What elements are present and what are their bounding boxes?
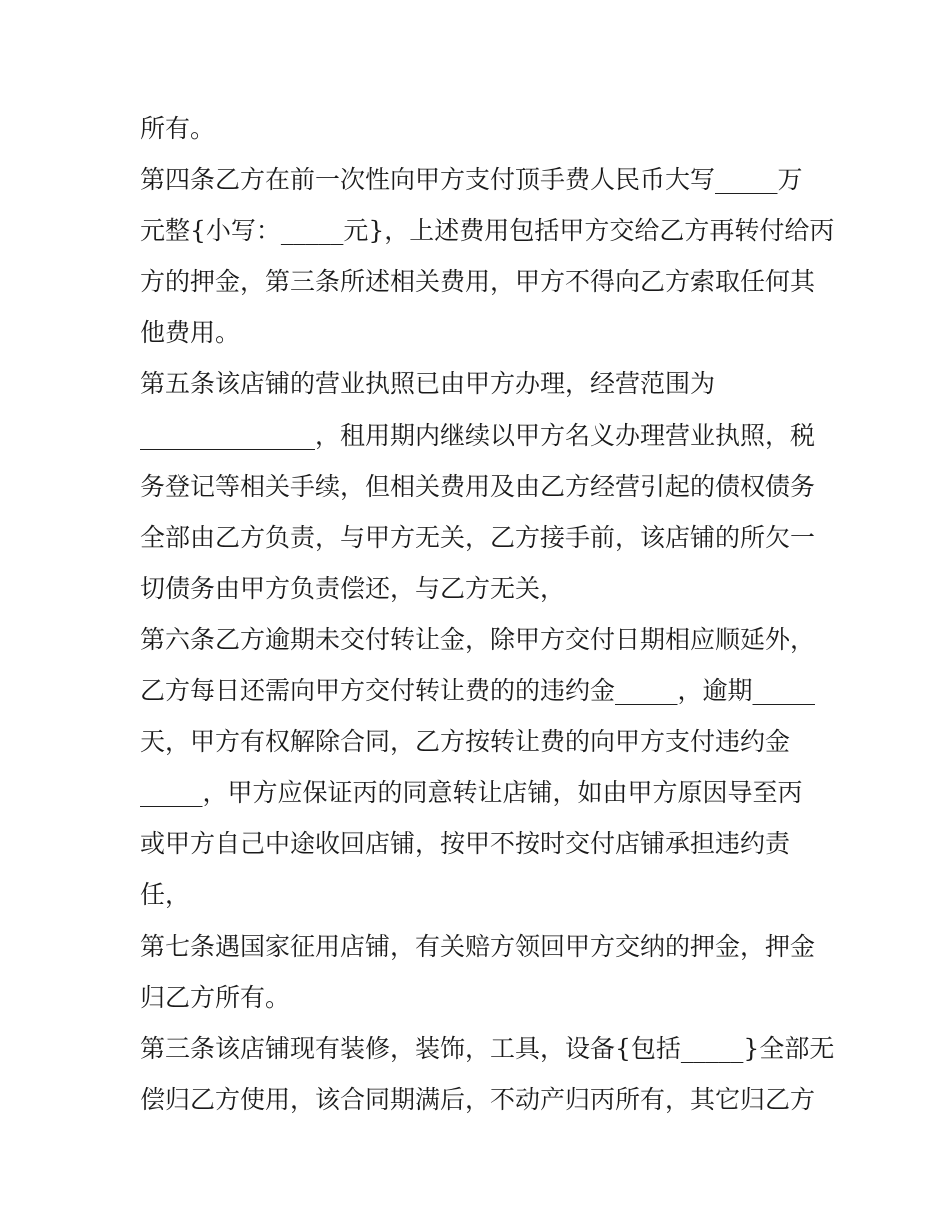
text-line: 第三条该店铺现有装修，装饰，工具，设备{包括_____}全部无 [140, 1033, 835, 1063]
text-line: 乙方每日还需向甲方交付转让费的的违约金_____，逾期_____ [140, 676, 816, 706]
document-body [140, 103, 835, 1125]
text-line: 第七条遇国家征用店铺，有关赔方领回甲方交纳的押金，押金 [140, 931, 816, 961]
text-line: 第六条乙方逾期未交付转让金，除甲方交付日期相应顺延外， [140, 624, 816, 654]
text-line: ______________，租用期内继续以甲方名义办理营业执照，税 [140, 420, 816, 450]
text-line: 他费用。 [140, 318, 241, 348]
text-line: 第五条该店铺的营业执照已由甲方办理，经营范围为 [140, 369, 716, 399]
text-line: 归乙方所有。 [140, 982, 291, 1012]
text-line: 或甲方自己中途收回店铺，按甲不按时交付店铺承担违约责 [140, 829, 791, 859]
text-line: 务登记等相关手续，但相关费用及由乙方经营引起的债权债务 [140, 471, 816, 501]
text-line: 方的押金，第三条所述相关费用，甲方不得向乙方索取任何其 [140, 267, 816, 297]
text-line: 元整{小写：_____元}，上述费用包括甲方交给乙方再转付给丙 [140, 216, 835, 246]
text-line: 切债务由甲方负责偿还，与乙方无关， [140, 573, 566, 603]
text-line: 第四条乙方在前一次性向甲方支付顶手费人民币大写_____万 [140, 165, 803, 195]
text-line: 天，甲方有权解除合同，乙方按转让费的向甲方支付违约金 [140, 727, 791, 757]
text-line: 所有。 [140, 114, 216, 143]
text-line: 任， [140, 880, 191, 910]
text-line: 全部由乙方负责，与甲方无关，乙方接手前，该店铺的所欠一 [140, 522, 816, 552]
text-line: _____，甲方应保证丙的同意转让店铺，如由甲方原因导至丙 [140, 778, 803, 808]
text-line: 偿归乙方使用，该合同期满后，不动产归丙所有，其它归乙方 [140, 1084, 816, 1114]
